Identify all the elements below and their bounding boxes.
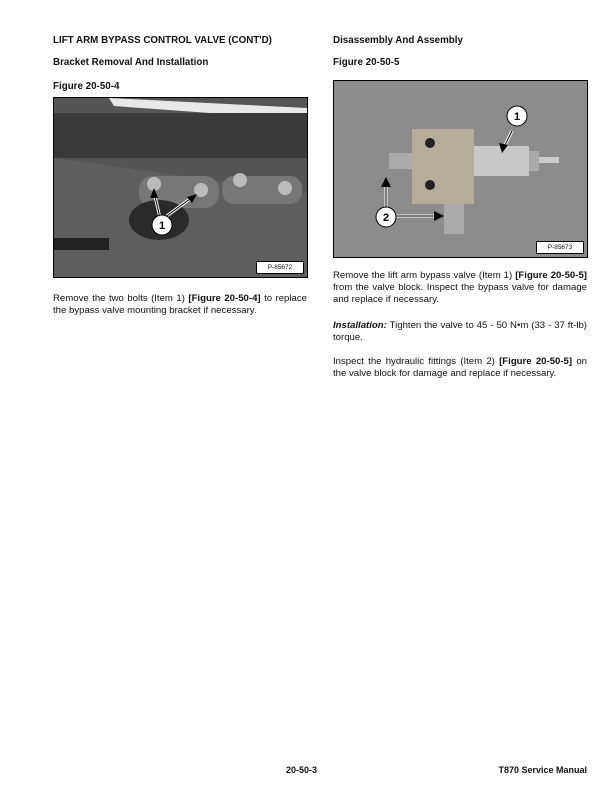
installation-label: Installation: [333, 320, 387, 331]
installation-note: Installation: Tighten the valve to 45 - 50 N•m (33 - 37 ft-lb) torque. [333, 320, 587, 343]
bracket-photo-illustration [54, 98, 307, 277]
valve-removal-instructions: Remove the lift arm bypass valve (Item 1) [Figure 20-50-5] from the valve block. Inspect the bypass valve for damage and replace if necessary. [333, 270, 587, 305]
photo-id: P-85672 [256, 261, 304, 274]
page-number: 20-50-3 [286, 765, 318, 775]
bracket-instructions: Remove the two bolts (Item 1) [Figure 20-50-4] to replace the bypass valve mounting bracket if necessary. [53, 293, 307, 316]
figure-label: Figure 20-50-5 [333, 57, 400, 68]
figure-label: Figure 20-50-4 [53, 81, 120, 92]
callout-2: 2 [382, 212, 390, 224]
figure-20-50-5-photo [333, 80, 588, 258]
callout-1: 1 [158, 220, 166, 232]
figure-20-50-4-photo [53, 97, 308, 278]
valve-photo-illustration [334, 81, 587, 257]
section-title: LIFT ARM BYPASS CONTROL VALVE (CONT'D) [53, 35, 272, 46]
fitting-inspection-instructions: Inspect the hydraulic fittings (Item 2) [Figure 20-50-5] on the valve block for damage and replace if necessary. [333, 356, 587, 379]
figure-reference: [Figure 20-50-4] [188, 293, 261, 304]
figure-reference: [Figure 20-50-5] [499, 356, 573, 367]
figure-reference: [Figure 20-50-5] [515, 270, 587, 281]
subsection-heading: Disassembly And Assembly [333, 35, 463, 46]
manual-title: T870 Service Manual [498, 765, 587, 775]
subsection-heading: Bracket Removal And Installation [53, 57, 209, 68]
callout-1: 1 [513, 111, 521, 123]
photo-id: P-85673 [536, 241, 584, 254]
